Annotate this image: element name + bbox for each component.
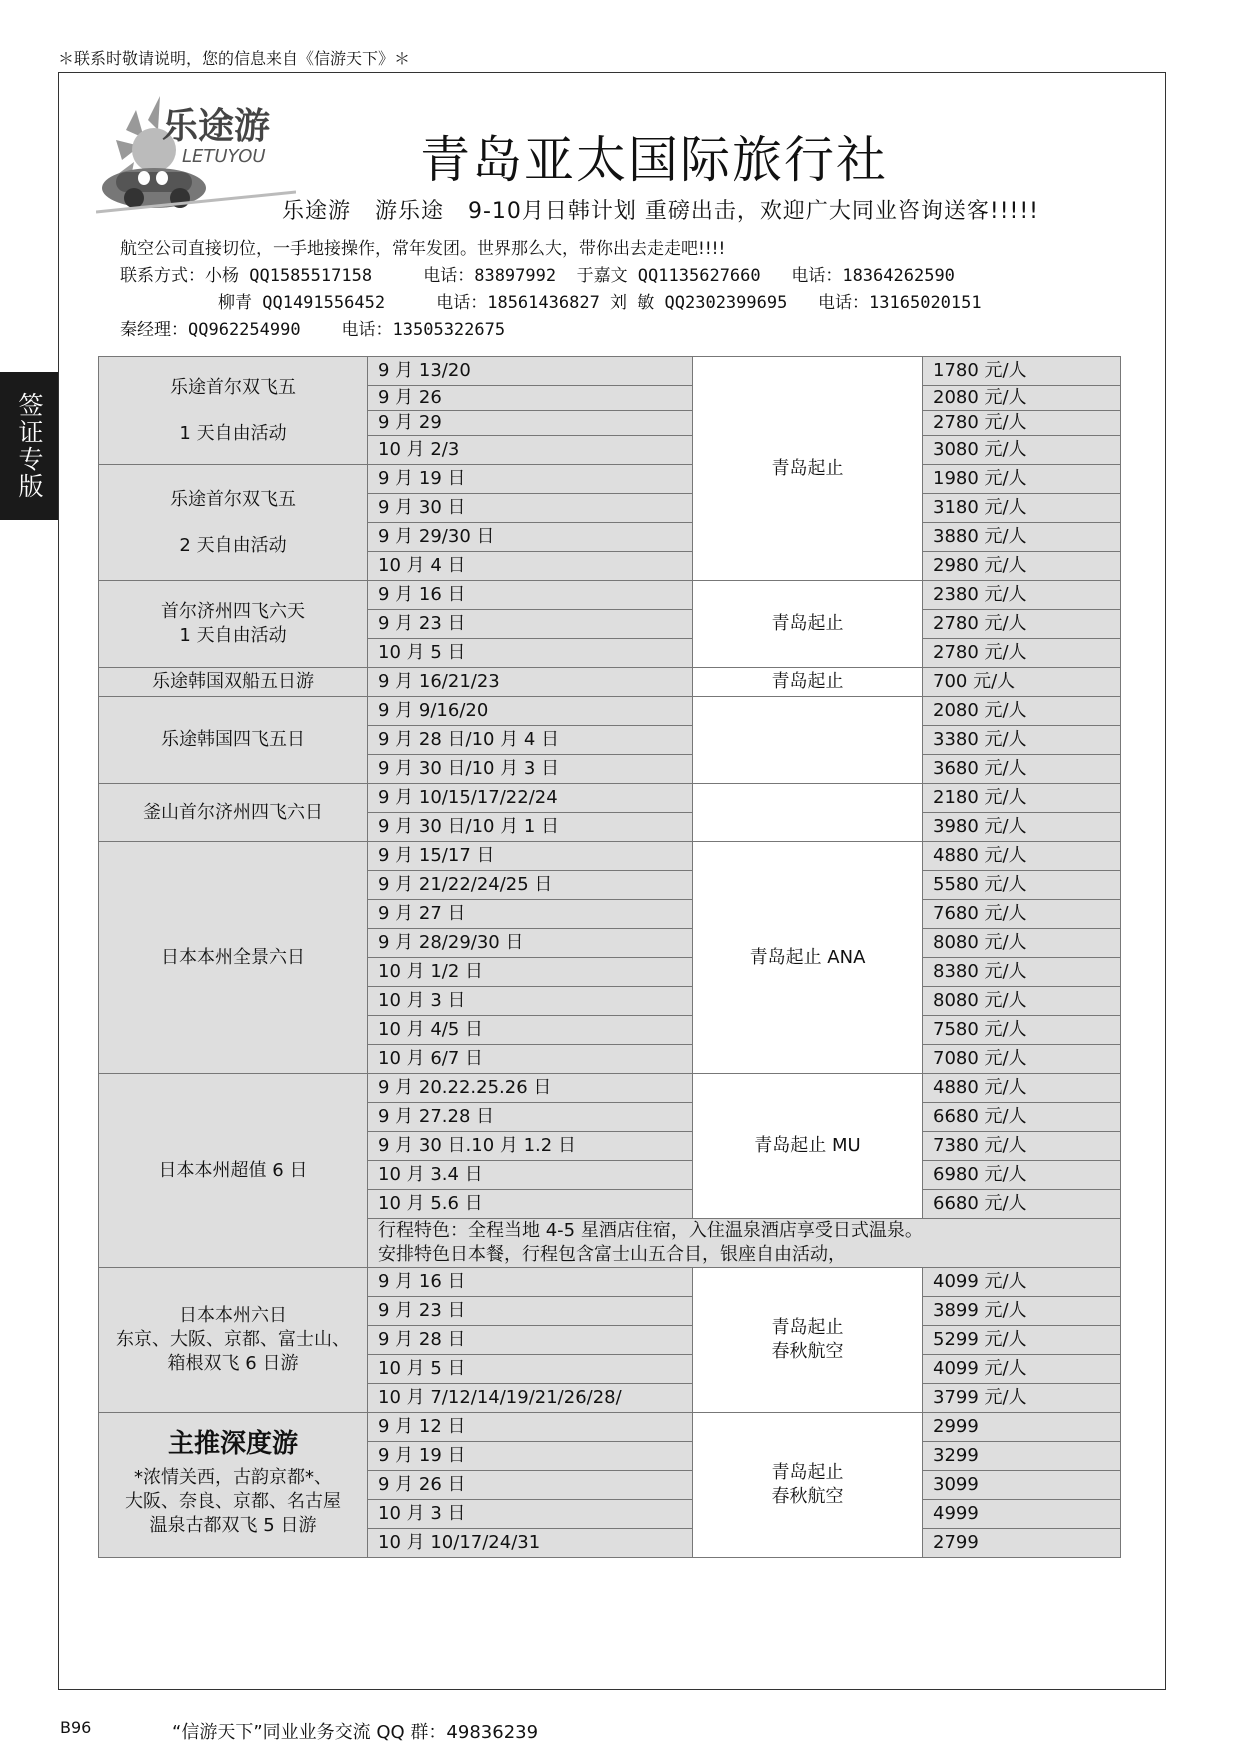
- price-cell: 3880 元/人: [923, 523, 1121, 552]
- table-row: [99, 784, 1121, 813]
- departure-cell: [693, 842, 923, 1074]
- date-cell: 9 月 27 日: [368, 900, 693, 929]
- table-row: [99, 1268, 1121, 1297]
- date-cell: 9 月 13/20: [368, 357, 693, 386]
- date-cell: 9 月 30 日/10 月 1 日: [368, 813, 693, 842]
- date-cell: 9 月 28/29/30 日: [368, 929, 693, 958]
- departure-line: 青岛起止: [771, 457, 844, 479]
- date-cell: 9 月 10/15/17/22/24: [368, 784, 693, 813]
- departure-line: 青岛起止: [771, 671, 844, 692]
- date-cell: 9 月 9/16/20: [368, 697, 693, 726]
- letuyou-logo: [96, 90, 296, 216]
- price-cell: 1980 元/人: [923, 465, 1121, 494]
- date-cell: 10 月 3.4 日: [368, 1161, 693, 1190]
- price-cell: 2080 元/人: [923, 386, 1121, 411]
- date-cell: 9 月 20.22.25.26 日: [368, 1074, 693, 1103]
- date-cell: 9 月 15/17 日: [368, 842, 693, 871]
- date-cell: 10 月 10/17/24/31: [368, 1529, 693, 1558]
- info-line-1: 航空公司直接切位，一手地接操作，常年发团。世界那么大，带你出去走走吧!!!!: [120, 239, 726, 259]
- price-cell: 6980 元/人: [923, 1161, 1121, 1190]
- product-name-line: 乐途韩国四飞五日: [161, 729, 305, 750]
- table-row: [99, 1074, 1121, 1103]
- price-cell: 8080 元/人: [923, 987, 1121, 1016]
- price-cell: 6680 元/人: [923, 1190, 1121, 1219]
- info-line-3: 柳青 QQ1491556452 电话：18561436827 刘 敏 QQ2302399695 电话：13165020151: [218, 293, 982, 313]
- product-name-line: 日本本州六日: [179, 1305, 287, 1326]
- price-cell: 8380 元/人: [923, 958, 1121, 987]
- price-cell: 7580 元/人: [923, 1016, 1121, 1045]
- features-cell: [368, 1219, 1121, 1268]
- price-cell: 2180 元/人: [923, 784, 1121, 813]
- departure-cell: [693, 581, 923, 668]
- date-cell: 9 月 16 日: [368, 581, 693, 610]
- departure-cell: [693, 357, 923, 581]
- table-row: [99, 668, 1121, 697]
- table-row: [99, 842, 1121, 871]
- departure-line: 春秋航空: [771, 1341, 844, 1362]
- date-cell: 9 月 29: [368, 411, 693, 436]
- product-name-line: 日本本州全景六日: [161, 946, 305, 968]
- date-cell: 9 月 19 日: [368, 465, 693, 494]
- price-cell: 700 元/人: [923, 668, 1121, 697]
- price-cell: 3980 元/人: [923, 813, 1121, 842]
- price-cell: 2780 元/人: [923, 639, 1121, 668]
- product-name-line: 乐途首尔双飞五: [170, 488, 296, 510]
- price-cell: 2780 元/人: [923, 610, 1121, 639]
- product-cell: [99, 697, 368, 784]
- date-cell: 10 月 5 日: [368, 1355, 693, 1384]
- date-cell: 10 月 5.6 日: [368, 1190, 693, 1219]
- product-cell: [99, 784, 368, 842]
- footer-text: “信游天下”同业业务交流 QQ 群：49836239: [172, 1722, 539, 1743]
- departure-cell: [693, 1413, 923, 1558]
- price-cell: 3080 元/人: [923, 436, 1121, 465]
- date-cell: 9 月 30 日: [368, 494, 693, 523]
- date-cell: 10 月 1/2 日: [368, 958, 693, 987]
- product-headline: 主推深度游: [167, 1429, 298, 1459]
- departure-cell: [693, 697, 923, 784]
- product-cell: [99, 465, 368, 581]
- date-cell: 9 月 27.28 日: [368, 1103, 693, 1132]
- product-name-line: 首尔济州四飞六天: [161, 601, 305, 622]
- price-cell: 5299 元/人: [923, 1326, 1121, 1355]
- side-tab: [0, 372, 58, 520]
- product-name-line: 乐途首尔双飞五: [170, 376, 296, 398]
- date-cell: 10 月 2/3: [368, 436, 693, 465]
- date-cell: 10 月 5 日: [368, 639, 693, 668]
- date-cell: 10 月 4/5 日: [368, 1016, 693, 1045]
- date-cell: 9 月 28 日/10 月 4 日: [368, 726, 693, 755]
- price-cell: 3899 元/人: [923, 1297, 1121, 1326]
- product-cell: [99, 842, 368, 1074]
- price-cell: 3099: [923, 1471, 1121, 1500]
- departure-line: 春秋航空: [771, 1486, 844, 1507]
- price-cell: 4099 元/人: [923, 1268, 1121, 1297]
- product-name-line: 1 天自由活动: [179, 625, 287, 646]
- date-cell: 9 月 26 日: [368, 1471, 693, 1500]
- date-cell: 9 月 23 日: [368, 1297, 693, 1326]
- date-cell: 9 月 21/22/24/25 日: [368, 871, 693, 900]
- date-cell: 9 月 26: [368, 386, 693, 411]
- departure-line: 青岛起止: [771, 613, 844, 634]
- date-cell: 10 月 4 日: [368, 552, 693, 581]
- date-cell: 9 月 16 日: [368, 1268, 693, 1297]
- header-notice: ＊联系时敬请说明，您的信息来自《信游天下》＊: [58, 49, 411, 68]
- table-row: [99, 357, 1121, 386]
- price-cell: 6680 元/人: [923, 1103, 1121, 1132]
- product-cell: [99, 1268, 368, 1413]
- side-tab-label: 签证专版: [15, 392, 44, 500]
- product-name-line: 1 天自由活动: [179, 422, 287, 444]
- info-line-4: 秦经理：QQ962254990 电话：13505322675: [120, 320, 506, 340]
- slogan: 乐途游 游乐途 9-10月日韩计划 重磅出击，欢迎广大同业咨询送客!!!!!: [282, 199, 1039, 224]
- departure-cell: [693, 784, 923, 842]
- price-cell: 4999: [923, 1500, 1121, 1529]
- date-cell: 10 月 3 日: [368, 987, 693, 1016]
- date-cell: 9 月 30 日.10 月 1.2 日: [368, 1132, 693, 1161]
- table-row: [99, 697, 1121, 726]
- product-cell: [99, 581, 368, 668]
- price-cell: 7080 元/人: [923, 1045, 1121, 1074]
- table-row: [99, 465, 1121, 494]
- product-name-line: 釜山首尔济州四飞六日: [143, 801, 323, 823]
- table-row: [99, 1413, 1121, 1442]
- departure-line: 青岛起止 ANA: [749, 946, 866, 968]
- price-cell: 2080 元/人: [923, 697, 1121, 726]
- feature-line: 安排特色日本餐，行程包含富士山五合目，银座自由活动，: [378, 1244, 846, 1265]
- feature-line: 行程特色：全程当地 4-5 星酒店住宿，入住温泉酒店享受日式温泉。: [378, 1220, 923, 1241]
- price-cell: 3299: [923, 1442, 1121, 1471]
- product-name-line: 大阪、奈良、京都、名古屋: [125, 1491, 341, 1512]
- date-cell: 9 月 28 日: [368, 1326, 693, 1355]
- date-cell: 9 月 19 日: [368, 1442, 693, 1471]
- departure-cell: [693, 668, 923, 697]
- itinerary-table: [98, 356, 1121, 1558]
- product-name-line: 温泉古都双飞 5 日游: [149, 1515, 317, 1536]
- price-cell: 7380 元/人: [923, 1132, 1121, 1161]
- product-cell: [99, 1413, 368, 1558]
- date-cell: 9 月 23 日: [368, 610, 693, 639]
- price-cell: 2799: [923, 1529, 1121, 1558]
- footer-page-number: B96: [60, 1718, 92, 1737]
- date-cell: 10 月 7/12/14/19/21/26/28/: [368, 1384, 693, 1413]
- product-cell: [99, 668, 368, 697]
- product-cell: [99, 357, 368, 465]
- date-cell: 9 月 29/30 日: [368, 523, 693, 552]
- price-cell: 5580 元/人: [923, 871, 1121, 900]
- price-cell: 3799 元/人: [923, 1384, 1121, 1413]
- price-cell: 3180 元/人: [923, 494, 1121, 523]
- product-cell: [99, 1074, 368, 1268]
- date-cell: 9 月 12 日: [368, 1413, 693, 1442]
- date-cell: 10 月 3 日: [368, 1500, 693, 1529]
- departure-line: 青岛起止: [771, 1462, 844, 1483]
- product-name-line: 东京、大阪、京都、富士山、: [116, 1329, 350, 1350]
- price-cell: 2980 元/人: [923, 552, 1121, 581]
- date-cell: 10 月 6/7 日: [368, 1045, 693, 1074]
- departure-line: 青岛起止 MU: [754, 1135, 861, 1156]
- departure-line: 青岛起止: [771, 1317, 844, 1338]
- product-name-line: 箱根双飞 6 日游: [167, 1353, 299, 1374]
- price-cell: 2999: [923, 1413, 1121, 1442]
- price-cell: 7680 元/人: [923, 900, 1121, 929]
- price-cell: 2380 元/人: [923, 581, 1121, 610]
- page-title: 青岛亚太国际旅行社: [420, 131, 888, 189]
- product-name-line: 2 天自由活动: [179, 534, 287, 556]
- product-name-line: *浓情关西，古韵京都*、: [134, 1467, 332, 1488]
- date-cell: 9 月 16/21/23: [368, 668, 693, 697]
- product-name-line: 乐途韩国双船五日游: [152, 671, 314, 692]
- price-cell: 2780 元/人: [923, 411, 1121, 436]
- price-cell: 8080 元/人: [923, 929, 1121, 958]
- logo-en-text: LETUYOU: [182, 146, 266, 167]
- price-cell: 4099 元/人: [923, 1355, 1121, 1384]
- price-cell: 4880 元/人: [923, 842, 1121, 871]
- info-line-2: 联系方式：小杨 QQ1585517158 电话：83897992 于嘉文 QQ1135627660 电话：18364262590: [120, 266, 955, 286]
- departure-cell: [693, 1074, 923, 1219]
- product-name-line: 日本本州超值 6 日: [158, 1159, 308, 1181]
- price-cell: 4880 元/人: [923, 1074, 1121, 1103]
- departure-cell: [693, 1268, 923, 1413]
- table-row: [99, 581, 1121, 610]
- price-cell: 3680 元/人: [923, 755, 1121, 784]
- date-cell: 9 月 30 日/10 月 3 日: [368, 755, 693, 784]
- price-cell: 3380 元/人: [923, 726, 1121, 755]
- price-cell: 1780 元/人: [923, 357, 1121, 386]
- logo-cn-text: 乐途游: [162, 106, 271, 147]
